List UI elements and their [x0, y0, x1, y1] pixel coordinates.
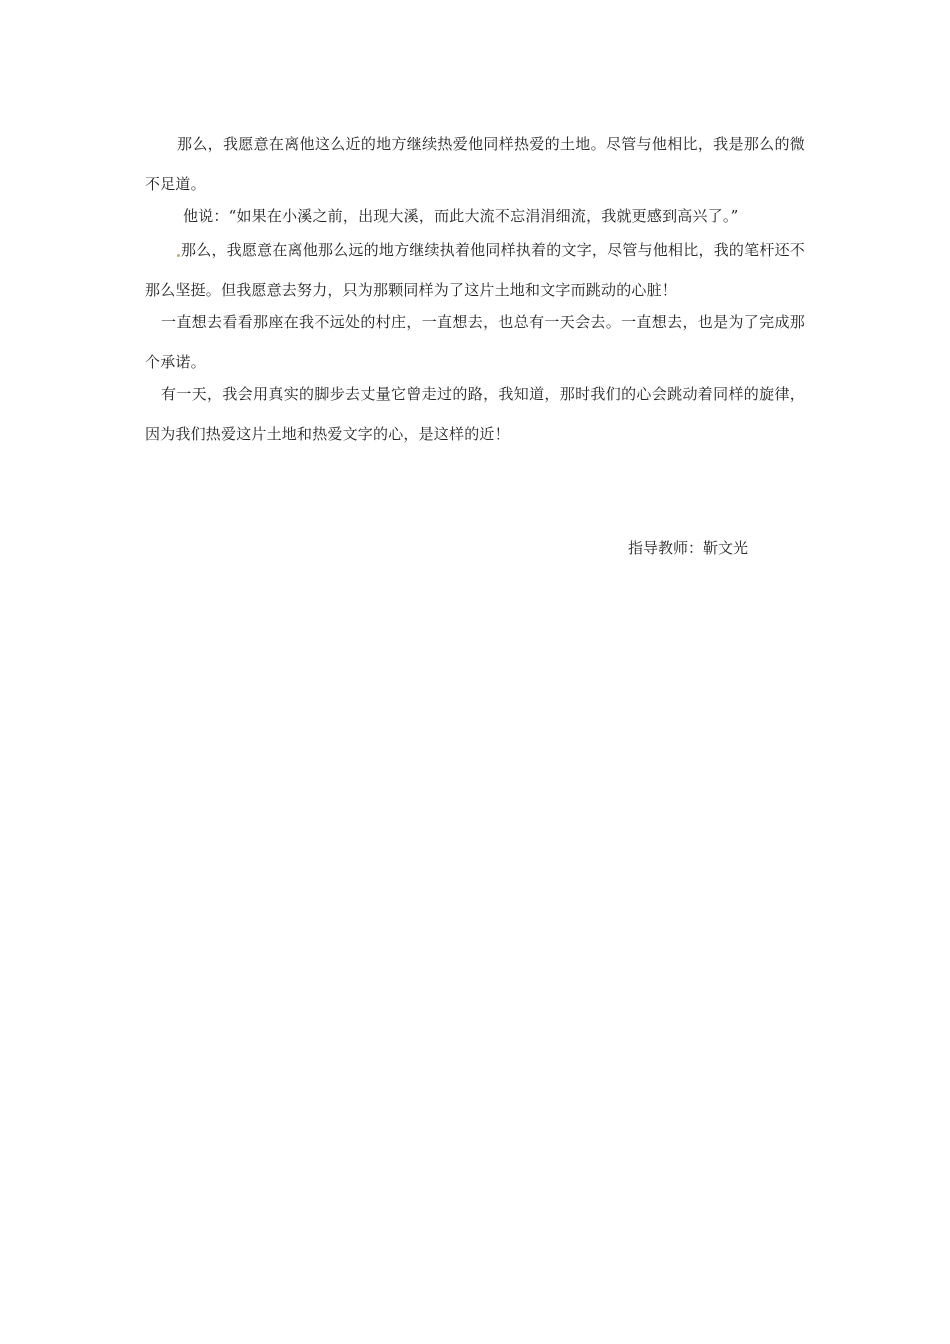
paragraph-5: 有一天，我会用真实的脚步去丈量它曾走过的路，我知道，那时我们的心会跳动着同样的旋律，因为我们热爱这片土地和热爱文字的心，是这样的近！	[145, 385, 805, 443]
edit-mark-icon	[177, 254, 180, 257]
teacher-signature: 指导教师：靳文光	[628, 539, 749, 557]
paragraph-3	[145, 230, 805, 310]
essay-body	[145, 124, 805, 454]
paragraph-2: 他说：“如果在小溪之前，出现大溪，而此大流不忘涓涓细流，我就更感到高兴了。”	[183, 207, 739, 225]
paragraph-1: 那么，我愿意在离他这么近的地方继续热爱他同样热爱的土地。尽管与他相比，我是那么的微不足道。	[145, 135, 805, 193]
paragraph-4: 一直想去看看那座在我不远处的村庄，一直想去，也总有一天会去。一直想去，也是为了完成那个承诺。	[145, 313, 805, 371]
paragraph-3-text: 那么，我愿意在离他那么远的地方继续执着他同样执着的文字，尽管与他相比，我的笔杆还不那么坚挺。但我愿意去努力，只为那颗同样为了这片土地和文字而跳动的心脏！	[145, 241, 805, 299]
